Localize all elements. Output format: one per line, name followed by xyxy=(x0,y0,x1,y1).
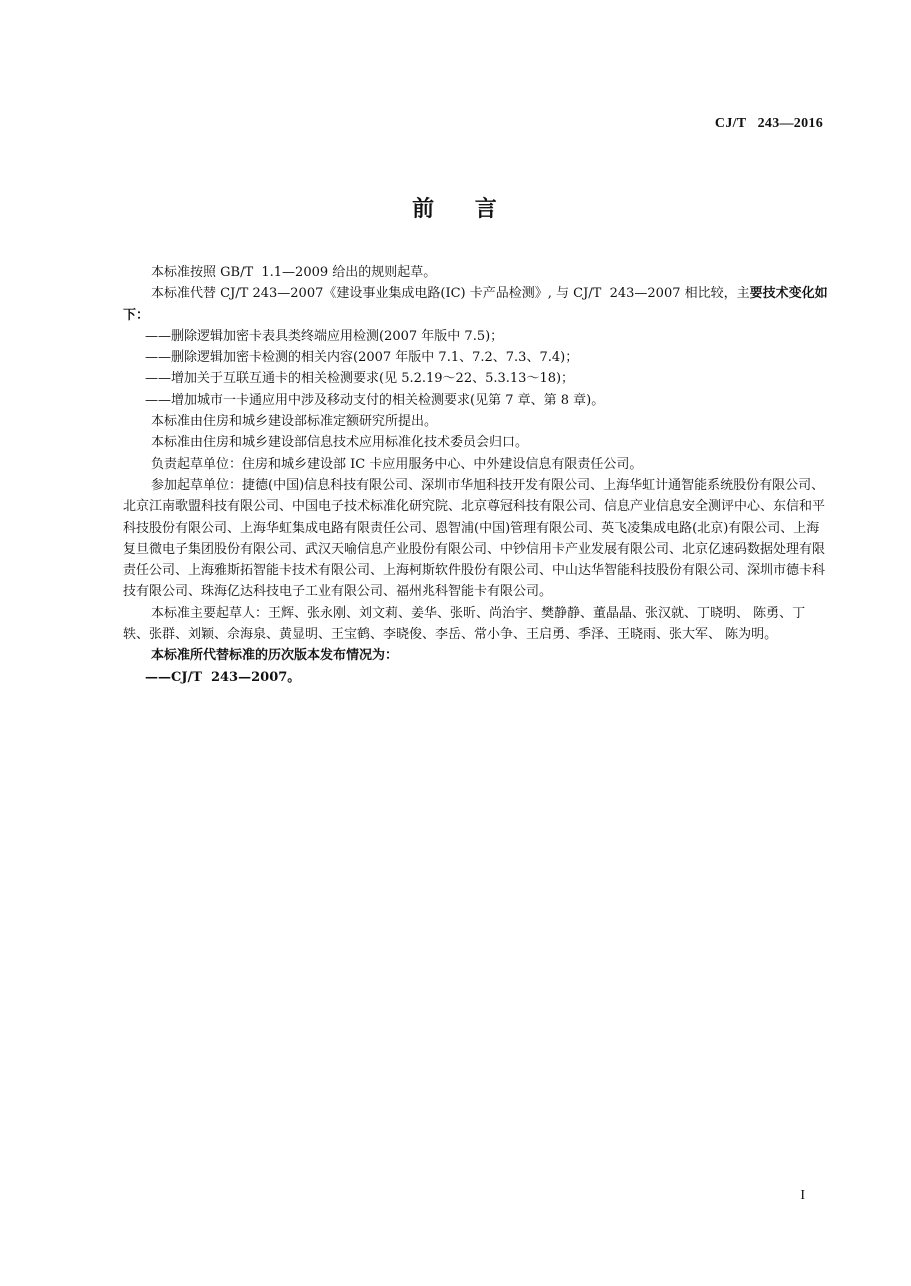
main-changes-heading: 要技术变化如下： xyxy=(123,286,828,323)
change-item-1: ——删除逻辑加密卡表具类终端应用检测(2007 年版中 7.5)； xyxy=(145,328,504,344)
paragraph-main-drafters: 本标准主要起草人：王辉、张永刚、刘文莉、姜华、张昕、尚治宇、樊静静、董晶晶、张汉就、丁晓明、 陈勇、丁轶、张群、刘颖、佘海泉、黄显明、王宝鹤、李晓俊、李岳、常小争、王启勇、季泽、王晓雨、张大军、 陈为明。 xyxy=(123,605,806,643)
replacement-text: 本标准代替 CJ/T 243—2007《建设事业集成电路(IC) 卡产品检测》, 与 CJ/T 243—2007 相比较，主 xyxy=(151,286,750,302)
paragraph-drafting-rules: 本标准按照 GB/T 1.1—2009 给出的规则起草。 xyxy=(151,265,437,280)
change-item-4: ——增加城市一卡通应用中涉及移动支付的相关检测要求(见第 7 章、第 8 章)。 xyxy=(145,392,605,408)
page-title: 前 言 xyxy=(412,197,499,222)
standard-code: CJ/T 243—2016 xyxy=(714,116,823,131)
paragraph-technical-committee: 本标准由住房和城乡建设部信息技术应用标准化技术委员会归口。 xyxy=(151,435,529,451)
paragraph-responsible-drafter: 负责起草单位：住房和城乡建设部 IC 卡应用服务中心、中外建设信息有限责任公司。 xyxy=(151,456,643,472)
paragraph-replacement xyxy=(123,283,829,326)
foreword-body xyxy=(123,262,829,688)
change-item-3: ——增加关于互联互通卡的相关检测要求(见 5.2.19～22、5.3.13～18)； xyxy=(145,371,575,387)
paragraph-participating-drafters: 参加起草单位：捷德(中国)信息科技有限公司、深圳市华旭科技开发有限公司、上海华虹计通智能系统股份有限公司、北京江南歌盟科技有限公司、中国电子技术标准化研究院、北京尊冠科技有限公司、信息产业信息安全测评中心、东信和平科技股份有限公司、上海华虹集成电路有限责任公司、恩智浦(中国)管理有限公司、英飞凌集成电路(北京)有限公司、上海复旦微电子集团股份有限公司、武汉天喻信息产业股份有限公司、中钞信用卡产业发展有限公司、北京亿速码数据处理有限责任公司、上海雅斯拓智能卡技术有限公司、上海柯斯软件股份有限公司、中山达华智能科技股份有限公司、深圳市德卡科技有限公司、珠海亿达科技电子工业有限公司、福州兆科智能卡有限公司。 xyxy=(123,477,826,600)
change-item-2: ——删除逻辑加密卡检测的相关内容(2007 年版中 7.1、7.2、7.3、7.4)； xyxy=(145,350,579,366)
history-item-1: ——CJ/T 243—2007。 xyxy=(145,669,301,685)
page-number: I xyxy=(800,1188,805,1203)
paragraph-proposer: 本标准由住房和城乡建设部标准定额研究所提出。 xyxy=(151,414,438,430)
paragraph-history-heading: 本标准所代替标准的历次版本发布情况为： xyxy=(151,648,399,664)
